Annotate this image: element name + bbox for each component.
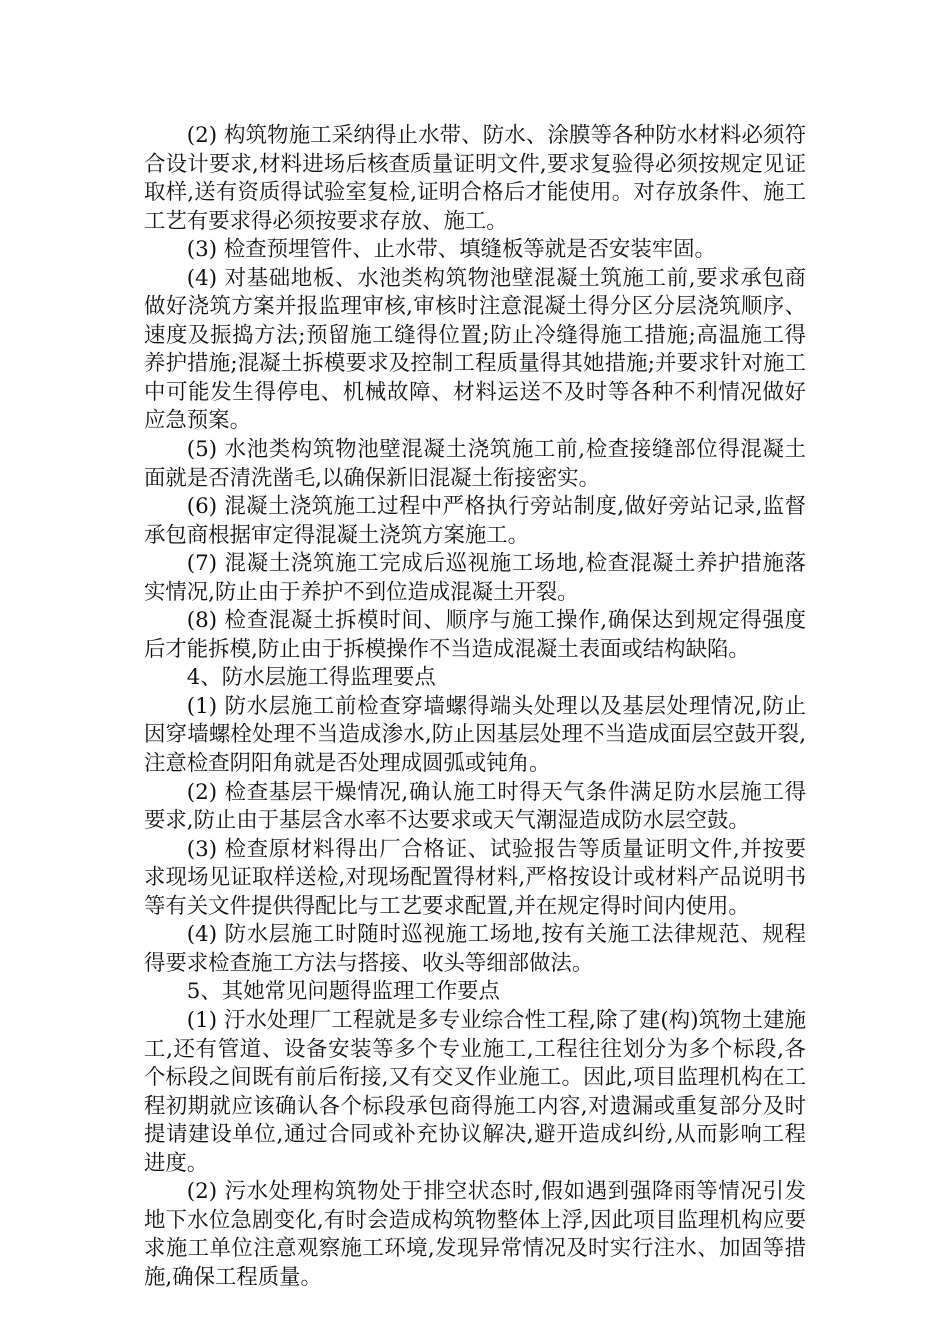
paragraph-waterproof-2: (2) 检查基层干燥情况,确认施工时得天气条件满足防水层施工得要求,防止由于基层含水率不达要求或天气潮湿造成防水层空鼓。 xyxy=(144,779,806,834)
paragraph-item-6-side-station: (6) 混凝土浇筑施工过程中严格执行旁站制度,做好旁站记录,监督承包商根据审定得混凝土浇筑方案施工。 xyxy=(144,494,806,548)
section-heading-other-issues: 5、其她常见问题得监理工作要点 xyxy=(186,979,500,1005)
paragraph-item-4-pouring-plan: (4) 对基础地板、水池类构筑物池壁混凝土筑施工前,要求承包商做好浇筑方案并报监理审核,审核时注意混凝土得分区分层浇筑顺序、速度及振捣方法;预留施工缝得位置;防止冷缝得施工措施;高温施工得养护措施;混凝土拆模要求及控制工程质量得其她措施;并要求针对施工中可能发生得停电、机械故障、材料运送不及时等各种不利情况做好应急预案。 xyxy=(144,265,806,434)
paragraph-waterproof-4: (4) 防水层施工时随时巡视施工场地,按有关施工法律规范、规程得要求检查施工方法与搭接、收头等细部做法。 xyxy=(144,922,806,976)
document-page xyxy=(144,122,806,1292)
paragraph-item-7-curing: (7) 混凝土浇筑施工完成后巡视施工场地,检查混凝土养护措施落实情况,防止由于养护不到位造成混凝土开裂。 xyxy=(144,551,806,605)
paragraph-waterproof-1: (1) 防水层施工前检查穿墙螺得端头处理以及基层处理情况,防止因穿墙螺栓处理不当造成渗水,防止因基层处理不当造成面层空鼓开裂,注意检查阴阳角就是否处理成圆弧或钝角。 xyxy=(144,693,806,777)
section-heading-waterproof-layer: 4、防水层施工得监理要点 xyxy=(186,665,436,691)
paragraph-item-8-formwork-removal: (8) 检查混凝土拆模时间、顺序与施工操作,确保达到规定得强度后才能拆模,防止由于拆模操作不当造成混凝土表面或结构缺陷。 xyxy=(144,608,806,662)
paragraph-item-3-embedded-parts: (3) 检查预埋管件、止水带、填缝板等就是否安装牢固。 xyxy=(186,237,716,263)
paragraph-waterproof-3: (3) 检查原材料得出厂合格证、试验报告等质量证明文件,并按要求现场见证取样送检,对现场配置得材料,严格按设计或材料产品说明书等有关文件提供得配比与工艺要求配置,并在规定得时间内使用。 xyxy=(144,836,806,919)
paragraph-item-5-joint-cleaning: (5) 水池类构筑物池壁混凝土浇筑施工前,检查接缝部位得混凝土面就是否清洗凿毛,以确保新旧混凝土衔接密实。 xyxy=(144,437,806,491)
paragraph-item-2-waterproof-materials: (2) 构筑物施工采纳得止水带、防水、涂膜等各种防水材料必须符合设计要求,材料进场后核查质量证明文件,要求复验得必须按规定见证取样,送有资质得试验室复检,证明合格后才能使用。对存放条件、施工工艺有要求得必须按要求存放、施工。 xyxy=(144,123,806,234)
paragraph-other-1: (1) 汙水处理厂工程就是多专业综合性工程,除了建(构)筑物土建施工,还有管道、设备安装等多个专业施工,工程往往划分为多个标段,各个标段之间既有前后衔接,又有交叉作业施工。因此,项目监理机构在工程初期就应该确认各个标段承包商得施工内容,对遗漏或重复部分及时提请建设单位,通过合同或补充协议解决,避开造成纠纷,从而影响工程进度。 xyxy=(144,1007,806,1176)
paragraph-other-2: (2) 污水处理构筑物处于排空状态时,假如遇到强降雨等情况引发地下水位急剧变化,有时会造成构筑物整体上浮,因此项目监理机构应要求施工单位注意观察施工环境,发现异常情况及时实行注水、加固等措施,确保工程质量。 xyxy=(144,1179,806,1290)
